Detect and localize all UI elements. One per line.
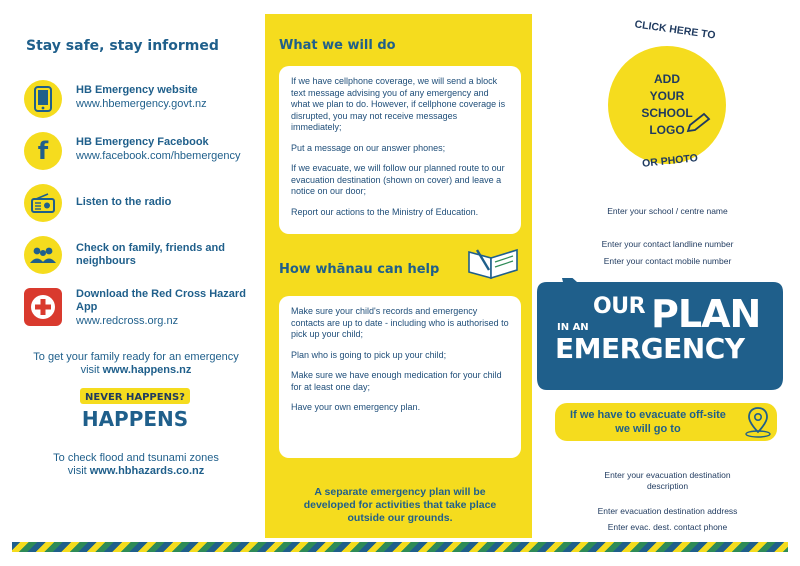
resource-title: Check on family, friends and neighbours <box>76 242 225 267</box>
right-panel <box>535 0 800 540</box>
left-panel <box>0 0 262 540</box>
middle-panel <box>265 14 532 538</box>
resource-title: Download the Red Cross Hazard App <box>76 288 246 313</box>
pencil-icon <box>685 112 711 134</box>
card-paragraph: Plan who is going to pick up your child; <box>291 349 447 360</box>
click-here-label[interactable]: CLICK HERE TO <box>633 18 717 42</box>
resource-link[interactable]: www.hbemergency.govt.nz <box>76 98 207 110</box>
resource-title: Listen to the radio <box>76 196 172 208</box>
red-cross-icon <box>24 288 62 326</box>
resource-item-website[interactable] <box>24 80 254 124</box>
evacuation-text: If we have to evacuate off-site we will go to <box>570 409 726 435</box>
separate-plan-note: A separate emergency plan will be developed for activities that take place outside our grounds. <box>303 486 497 524</box>
book-pencil-icon <box>465 244 521 280</box>
card-paragraph: Report our actions to the Ministry of Education. <box>291 206 479 217</box>
resource-title: HB Emergency Facebook <box>76 136 209 148</box>
card-paragraph: Make sure your child's records and emergency contacts are up to date - including who is authorised to pick up your child; <box>291 306 509 339</box>
school-logo-placeholder[interactable]: ADD YOUR SCHOOL LOGO <box>608 46 726 164</box>
school-name-field[interactable]: Enter your school / centre name <box>607 206 728 216</box>
landline-field[interactable]: Enter your contact landline number <box>601 239 734 249</box>
card-paragraph: If we have cellphone coverage, we will send a block text message advising you of any emergency and what we plan to do. However, if cellphone coverage is disrupted, you may not receive messages immediately; <box>291 76 506 132</box>
banner-emergency: EMERGENCY <box>555 332 745 365</box>
hazards-text: To check flood and tsunami zones visit www.hbhazards.co.nz <box>53 452 219 477</box>
card-paragraph: Have your own emergency plan. <box>291 402 421 412</box>
happens-link[interactable]: www.happens.nz <box>102 364 192 376</box>
resource-item-redcross[interactable] <box>24 288 254 332</box>
what-we-will-do-title: What we will do <box>279 38 396 53</box>
location-pin-icon <box>743 406 773 438</box>
banner-our: OUR <box>593 294 646 319</box>
card-paragraph: Make sure we have enough medication for your child for at least one day; <box>291 370 502 392</box>
or-photo-label: OR PHOTO <box>641 152 699 170</box>
evac-address-field[interactable]: Enter evacuation destination address <box>597 506 738 516</box>
logo-bottom-text: HAPPENS <box>81 407 189 431</box>
resource-link[interactable]: www.facebook.com/hbemergency <box>76 150 241 162</box>
hbhazards-link[interactable]: www.hbhazards.co.nz <box>89 465 205 477</box>
resource-title: HB Emergency website <box>76 84 198 96</box>
what-we-will-do-card <box>279 66 521 234</box>
resource-item-family <box>24 236 254 280</box>
card-paragraph: Put a message on our answer phones; <box>291 142 446 153</box>
banner-plan: PLAN <box>651 292 761 336</box>
mobile-field[interactable]: Enter your contact mobile number <box>603 256 732 266</box>
logo-top-text: NEVER HAPPENS? <box>85 392 185 403</box>
facebook-icon: f <box>24 132 62 170</box>
whanau-help-title: How whānau can help <box>279 262 440 277</box>
phone-icon <box>24 80 62 118</box>
banner-in-an: IN AN <box>557 322 589 333</box>
banner-maori-subtitle: KO TĀ TĀTAU MAHERE MATE WHAWHATI TATA <box>564 0 736 9</box>
radio-icon <box>24 184 62 222</box>
evac-phone-field[interactable]: Enter evac. dest. contact phone <box>607 522 728 532</box>
card-paragraph: If we evacuate, we will follow our planned route to our evacuation destination (shown on cover) and leave a notice on our door; <box>291 163 505 196</box>
resource-item-facebook[interactable] <box>24 132 254 176</box>
left-panel-title: Stay safe, stay informed <box>26 38 219 54</box>
family-ready-text: To get your family ready for an emergency visit www.happens.nz <box>33 351 239 376</box>
resource-link[interactable]: www.redcross.org.nz <box>76 315 179 327</box>
bottom-stripe <box>12 542 788 552</box>
evac-description-field[interactable]: Enter your evacuation destination description <box>604 470 731 491</box>
never-happens-logo <box>80 386 190 432</box>
whanau-help-card <box>279 296 521 458</box>
resource-item-radio <box>24 184 254 228</box>
people-icon <box>24 236 62 274</box>
